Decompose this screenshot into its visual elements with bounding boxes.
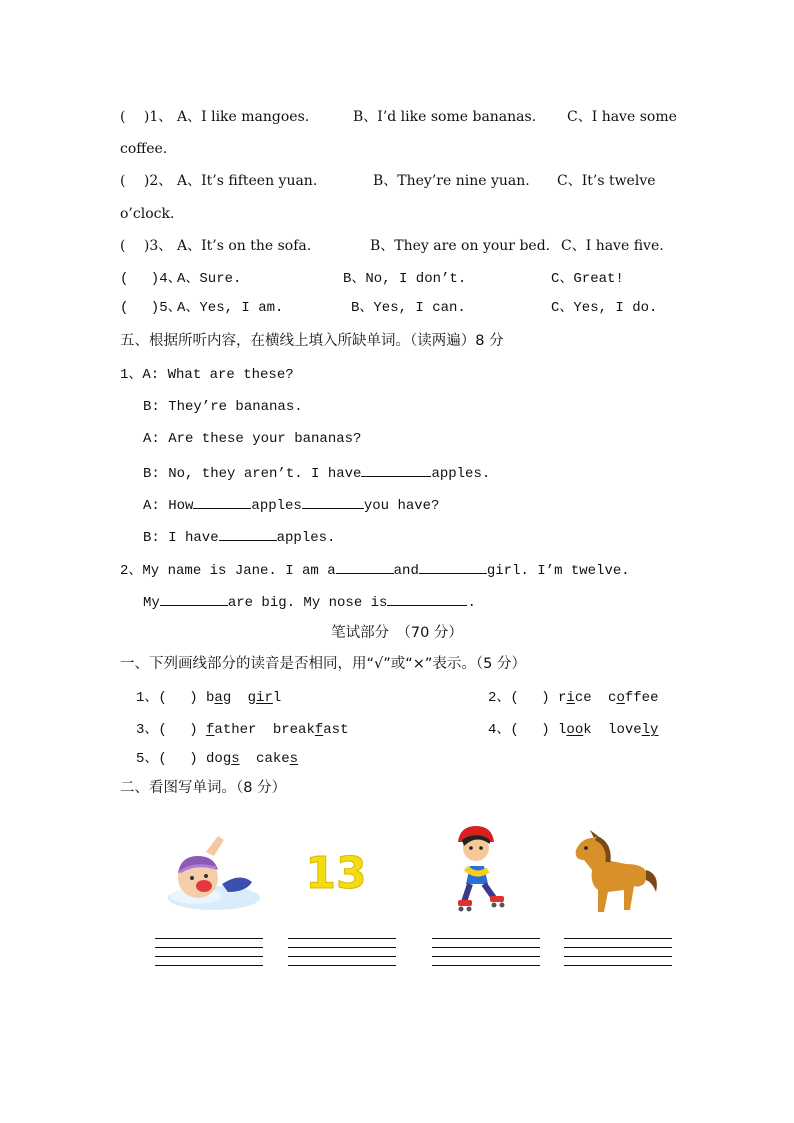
line-4-text-b: apples. (431, 466, 491, 482)
writing-lines-1[interactable] (155, 938, 263, 974)
q5-option-a: A、Yes, I am. (177, 300, 284, 316)
d2-l2-text-a: My (143, 595, 160, 611)
dialogue-1-line-4 (143, 462, 490, 484)
dialogue-1-line-6 (143, 526, 335, 548)
line-5-text-c: you have? (363, 498, 440, 514)
q2-continuation: o’clock. (120, 206, 175, 222)
roller-skating-boy-image (446, 824, 508, 914)
blank-3[interactable] (302, 494, 364, 509)
dialogue-1-line-1 (120, 365, 294, 385)
phonics-item-4 (488, 720, 658, 740)
blank-1[interactable] (361, 462, 431, 477)
phonics-2-word-2: coffee (608, 690, 659, 706)
q5-option-c: C、Yes, I do. (551, 300, 658, 316)
blank-7[interactable] (160, 591, 228, 606)
number-13-text: 13 (305, 848, 367, 899)
phonics-item-2 (488, 688, 658, 708)
phonics-1-num: 1、( ) (136, 690, 198, 706)
writing-lines-2[interactable] (288, 938, 396, 974)
q5-option-b: B、Yes, I can. (351, 300, 466, 316)
d2-l2-text-b: are big. My nose is (227, 595, 388, 611)
phonics-item-5 (136, 749, 298, 769)
d2-l2-text-c: . (467, 595, 476, 611)
q1-prefix: ( )1、 (120, 109, 173, 125)
dialogue-1-text-1: A: What are these? (142, 367, 294, 383)
line-5-text-b: apples (251, 498, 302, 514)
q2-option-b: B、They’re nine yuan. (373, 173, 530, 189)
writing-lines-4[interactable] (564, 938, 672, 974)
phonics-5-num: 5、( ) (136, 751, 198, 767)
line-4-text-a: B: No, they aren’t. I have (143, 466, 362, 482)
dialogue-1-line-5 (143, 494, 439, 516)
q3-option-b: B、They are on your bed. (370, 238, 551, 254)
q3-option-c: C、I have five. (561, 238, 664, 254)
blank-6[interactable] (419, 559, 487, 574)
d2-text-a: My name is Jane. I am a (142, 563, 336, 579)
phonics-1-word-1: bag (206, 690, 232, 706)
q3-prefix: ( )3、 (120, 238, 173, 254)
phonics-5-word-2: cakes (256, 751, 299, 767)
writing-lines-3[interactable] (432, 938, 540, 974)
q1-continuation: coffee. (120, 141, 168, 157)
dialogue-2-line-1 (120, 559, 630, 581)
q1-option-c: C、I have some (567, 109, 677, 125)
blank-2[interactable] (193, 494, 251, 509)
q4-prefix: ( )4、 (120, 271, 182, 287)
phonics-4-word-2: lovely (608, 722, 659, 738)
q4-option-a: A、Sure. (177, 271, 242, 287)
q3-option-a: A、It’s on the sofa. (177, 238, 312, 254)
phonics-3-word-2: breakfast (272, 722, 349, 738)
dialogue-1-line-3: A: Are these your bananas? (143, 431, 362, 447)
q1-option-a: A、I like mangoes. (177, 109, 310, 125)
q2-prefix: ( )2、 (120, 173, 173, 189)
line-5-text-a: A: How (143, 498, 194, 514)
section-5-title: 五、根据所听内容，在横线上填入所缺单词。（读两遍）8 分 (120, 333, 504, 349)
phonics-4-word-1: look (558, 722, 592, 738)
dialogue-2-line-2 (143, 591, 476, 613)
phonics-3-word-1: father (206, 722, 257, 738)
d2-text-b: and (393, 563, 419, 579)
number-13-image (305, 844, 367, 899)
d2-text-c: girl. I’m twelve. (486, 563, 630, 579)
dialogue-1-line-2: B: They’re bananas. (143, 399, 303, 415)
blank-5[interactable] (336, 559, 394, 574)
q4-option-c: C、Great! (551, 271, 624, 287)
blank-4[interactable] (219, 526, 277, 541)
q2-option-c: C、It’s twelve (557, 173, 656, 189)
blank-8[interactable] (387, 591, 467, 606)
phonics-5-word-1: dogs (206, 751, 240, 767)
section-1-title: 一、下列画线部分的读音是否相同，用“√”或“×”表示。（5 分） (120, 656, 527, 672)
phonics-item-3 (136, 720, 348, 740)
phonics-3-num: 3、( ) (136, 722, 198, 738)
swimming-child-image (166, 832, 262, 912)
dialogue-1-number: 1、 (120, 367, 143, 383)
phonics-1-word-2: girl (247, 690, 282, 706)
phonics-2-num: 2、( ) (488, 690, 550, 706)
dialogue-2-number: 2、 (120, 563, 143, 579)
section-2-title: 二、看图写单词。（8 分） (120, 780, 287, 796)
phonics-4-num: 4、( ) (488, 722, 550, 738)
phonics-2-word-1: rice (558, 690, 592, 706)
q5-prefix: ( )5、 (120, 300, 182, 316)
phonics-item-1 (136, 688, 281, 708)
q1-option-b: B、I’d like some bananas. (353, 109, 537, 125)
q4-option-b: B、No, I don’t. (343, 271, 467, 287)
written-part-title: 笔试部分 （70 分） (331, 625, 463, 641)
q2-option-a: A、It’s fifteen yuan. (177, 173, 318, 189)
line-6-text-b: apples. (276, 530, 336, 546)
line-6-text-a: B: I have (143, 530, 219, 546)
horse-image (568, 830, 660, 916)
